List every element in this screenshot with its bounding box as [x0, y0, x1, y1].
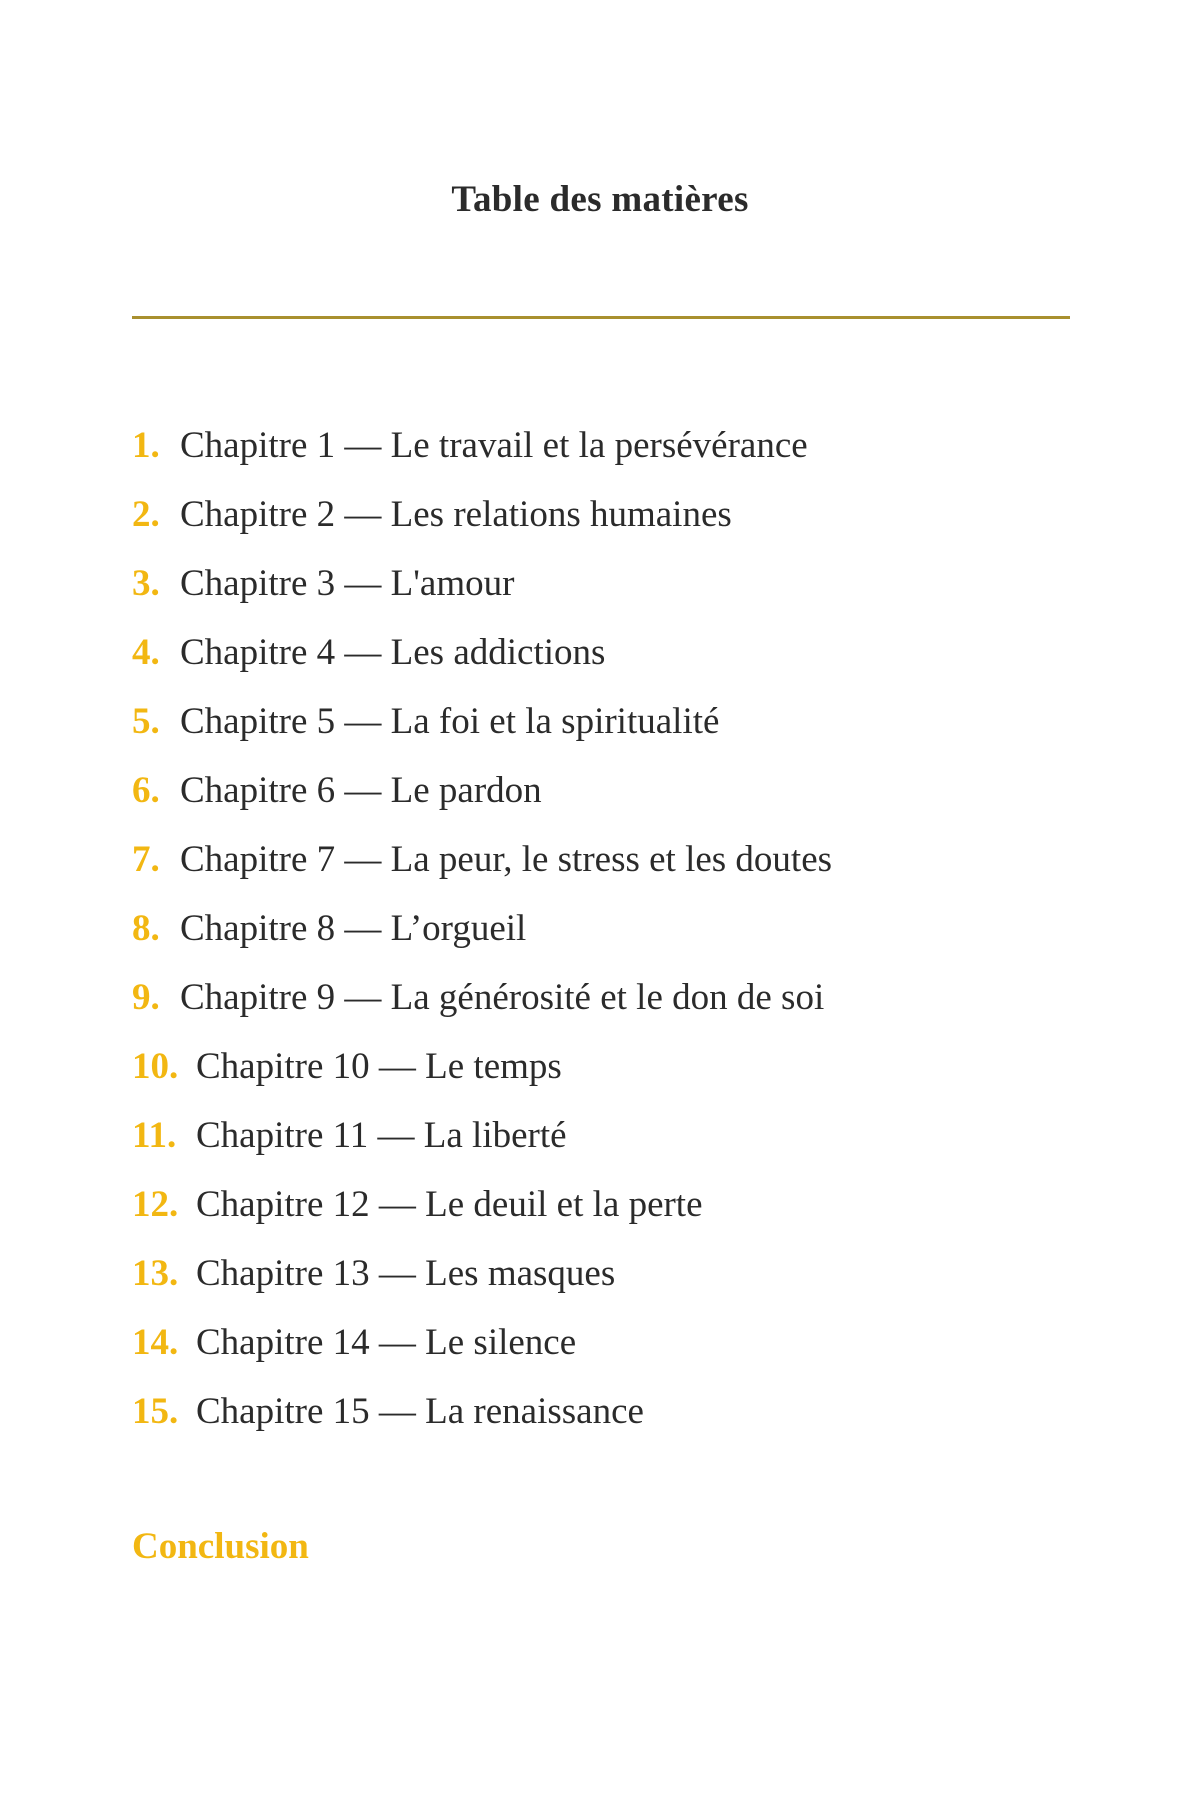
toc-item-label: Chapitre 9 — La générosité et le don de soi — [180, 977, 825, 1018]
toc-item-label: Chapitre 6 — Le pardon — [180, 770, 542, 811]
toc-item-label: Chapitre 2 — Les relations humaines — [180, 494, 732, 535]
toc-item-number: 9. — [132, 977, 160, 1018]
toc-item-number: 3. — [132, 563, 160, 604]
toc-item-number: 7. — [132, 839, 160, 880]
toc-item-number: 13. — [132, 1253, 179, 1294]
toc-item[interactable] — [132, 558, 832, 627]
toc-item-label: Chapitre 3 — L'amour — [180, 563, 515, 604]
toc-item[interactable] — [132, 834, 832, 903]
toc-item-number: 1. — [132, 425, 160, 466]
toc-item-label: Chapitre 5 — La foi et la spiritualité — [180, 701, 720, 742]
toc-item-number: 6. — [132, 770, 160, 811]
toc-item-label: Chapitre 7 — La peur, le stress et les doutes — [180, 839, 833, 880]
toc-item[interactable] — [132, 1179, 832, 1248]
toc-item-number: 2. — [132, 494, 160, 535]
toc-item[interactable] — [132, 1386, 832, 1455]
toc-item[interactable] — [132, 1317, 832, 1386]
toc-item[interactable] — [132, 972, 832, 1041]
toc-item[interactable] — [132, 1248, 832, 1317]
toc-item[interactable] — [132, 489, 832, 558]
toc-item-label: Chapitre 15 — La renaissance — [196, 1391, 644, 1432]
table-of-contents — [132, 420, 832, 1455]
toc-item-label: Chapitre 12 — Le deuil et la perte — [196, 1184, 703, 1225]
page-title: Table des matières — [451, 179, 749, 220]
toc-item-number: 15. — [132, 1391, 179, 1432]
toc-item[interactable] — [132, 765, 832, 834]
toc-item-number: 14. — [132, 1322, 179, 1363]
toc-item[interactable] — [132, 903, 832, 972]
toc-item-label: Chapitre 13 — Les masques — [196, 1253, 616, 1294]
toc-item-number: 5. — [132, 701, 160, 742]
toc-item-number: 8. — [132, 908, 160, 949]
toc-item[interactable] — [132, 627, 832, 696]
toc-item-label: Chapitre 14 — Le silence — [196, 1322, 577, 1363]
toc-item-label: Chapitre 11 — La liberté — [196, 1115, 567, 1156]
toc-item[interactable] — [132, 1110, 832, 1179]
toc-item[interactable] — [132, 1041, 832, 1110]
title-divider — [132, 316, 1070, 319]
toc-item[interactable] — [132, 696, 832, 765]
toc-item-number: 12. — [132, 1184, 179, 1225]
toc-item-label: Chapitre 10 — Le temps — [196, 1046, 562, 1087]
toc-item-number: 4. — [132, 632, 160, 673]
toc-item-label: Chapitre 1 — Le travail et la persévérance — [180, 425, 808, 466]
toc-item-label: Chapitre 8 — L’orgueil — [180, 908, 527, 949]
toc-item-number: 10. — [132, 1046, 179, 1087]
toc-item[interactable] — [132, 420, 832, 489]
conclusion-link[interactable]: Conclusion — [132, 1526, 309, 1567]
toc-item-label: Chapitre 4 — Les addictions — [180, 632, 606, 673]
toc-item-number: 11. — [132, 1115, 177, 1156]
